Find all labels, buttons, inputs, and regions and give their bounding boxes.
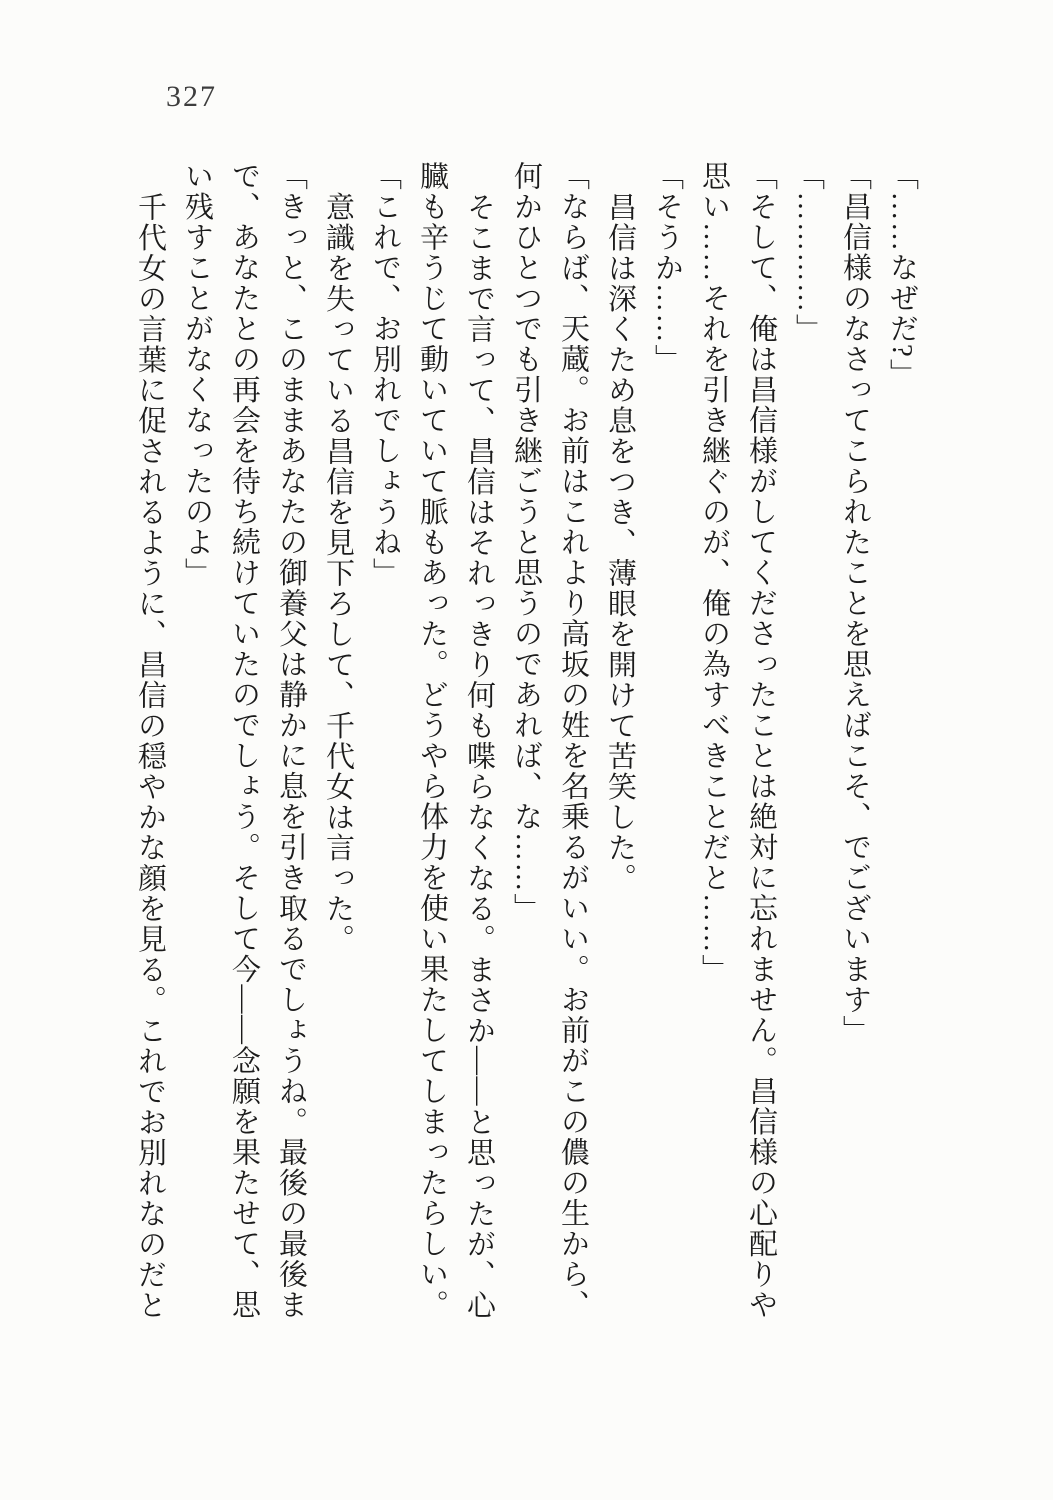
text-line: 「そうか……」 bbox=[651, 161, 683, 375]
text-line: 「…………」 bbox=[792, 161, 824, 344]
text-line: で、あなたとの再会を待ち続けていたのでしょう。そして今――念願を果たせて、思 bbox=[228, 161, 260, 1320]
text-line: 「きっと、このままあなたの御養父は静かに息を引き取るでしょうね。最後の最後ま bbox=[275, 161, 307, 1320]
text-line: 「昌信様のなさってこられたことを思えばこそ、でございます」 bbox=[839, 161, 871, 1046]
text-line: 臓も辛うじて動いていて脈もあった。どうやら体力を使い果たしてしまったらしい。 bbox=[416, 161, 448, 1320]
text-line: 昌信は深くため息をつき、薄眼を開けて苦笑した。 bbox=[604, 191, 636, 893]
page-number: 327 bbox=[166, 80, 217, 113]
text-line: 意識を失っている昌信を見下ろして、千代女は言った。 bbox=[322, 191, 354, 954]
text-line: 「そして、俺は昌信様がしてくださったことは絶対に忘れません。昌信様の心配りや bbox=[745, 161, 777, 1320]
text-line: そこまで言って、昌信はそれっきり何も喋らなくなる。まさか――と思ったが、心 bbox=[463, 191, 495, 1320]
text-line: 「これで、お別れでしょうね」 bbox=[369, 161, 401, 588]
text-line: 思い……それを引き継ぐのが、俺の為すべきことだと……」 bbox=[698, 161, 730, 985]
text-line: 「ならば、天蔵。お前はこれより高坂の姓を名乗るがいい。お前がこの儂の生から、 bbox=[557, 161, 589, 1320]
text-line: 千代女の言葉に促されるように、昌信の穏やかな顔を見る。これでお別れなのだと bbox=[134, 191, 166, 1320]
text-line: い残すことがなくなったのよ」 bbox=[181, 161, 213, 588]
text-line: 何かひとつでも引き継ごうと思うのであれば、な……」 bbox=[510, 161, 542, 924]
vertical-text-block bbox=[126, 161, 925, 1339]
text-line: 「……なぜだ?」 bbox=[886, 161, 918, 389]
